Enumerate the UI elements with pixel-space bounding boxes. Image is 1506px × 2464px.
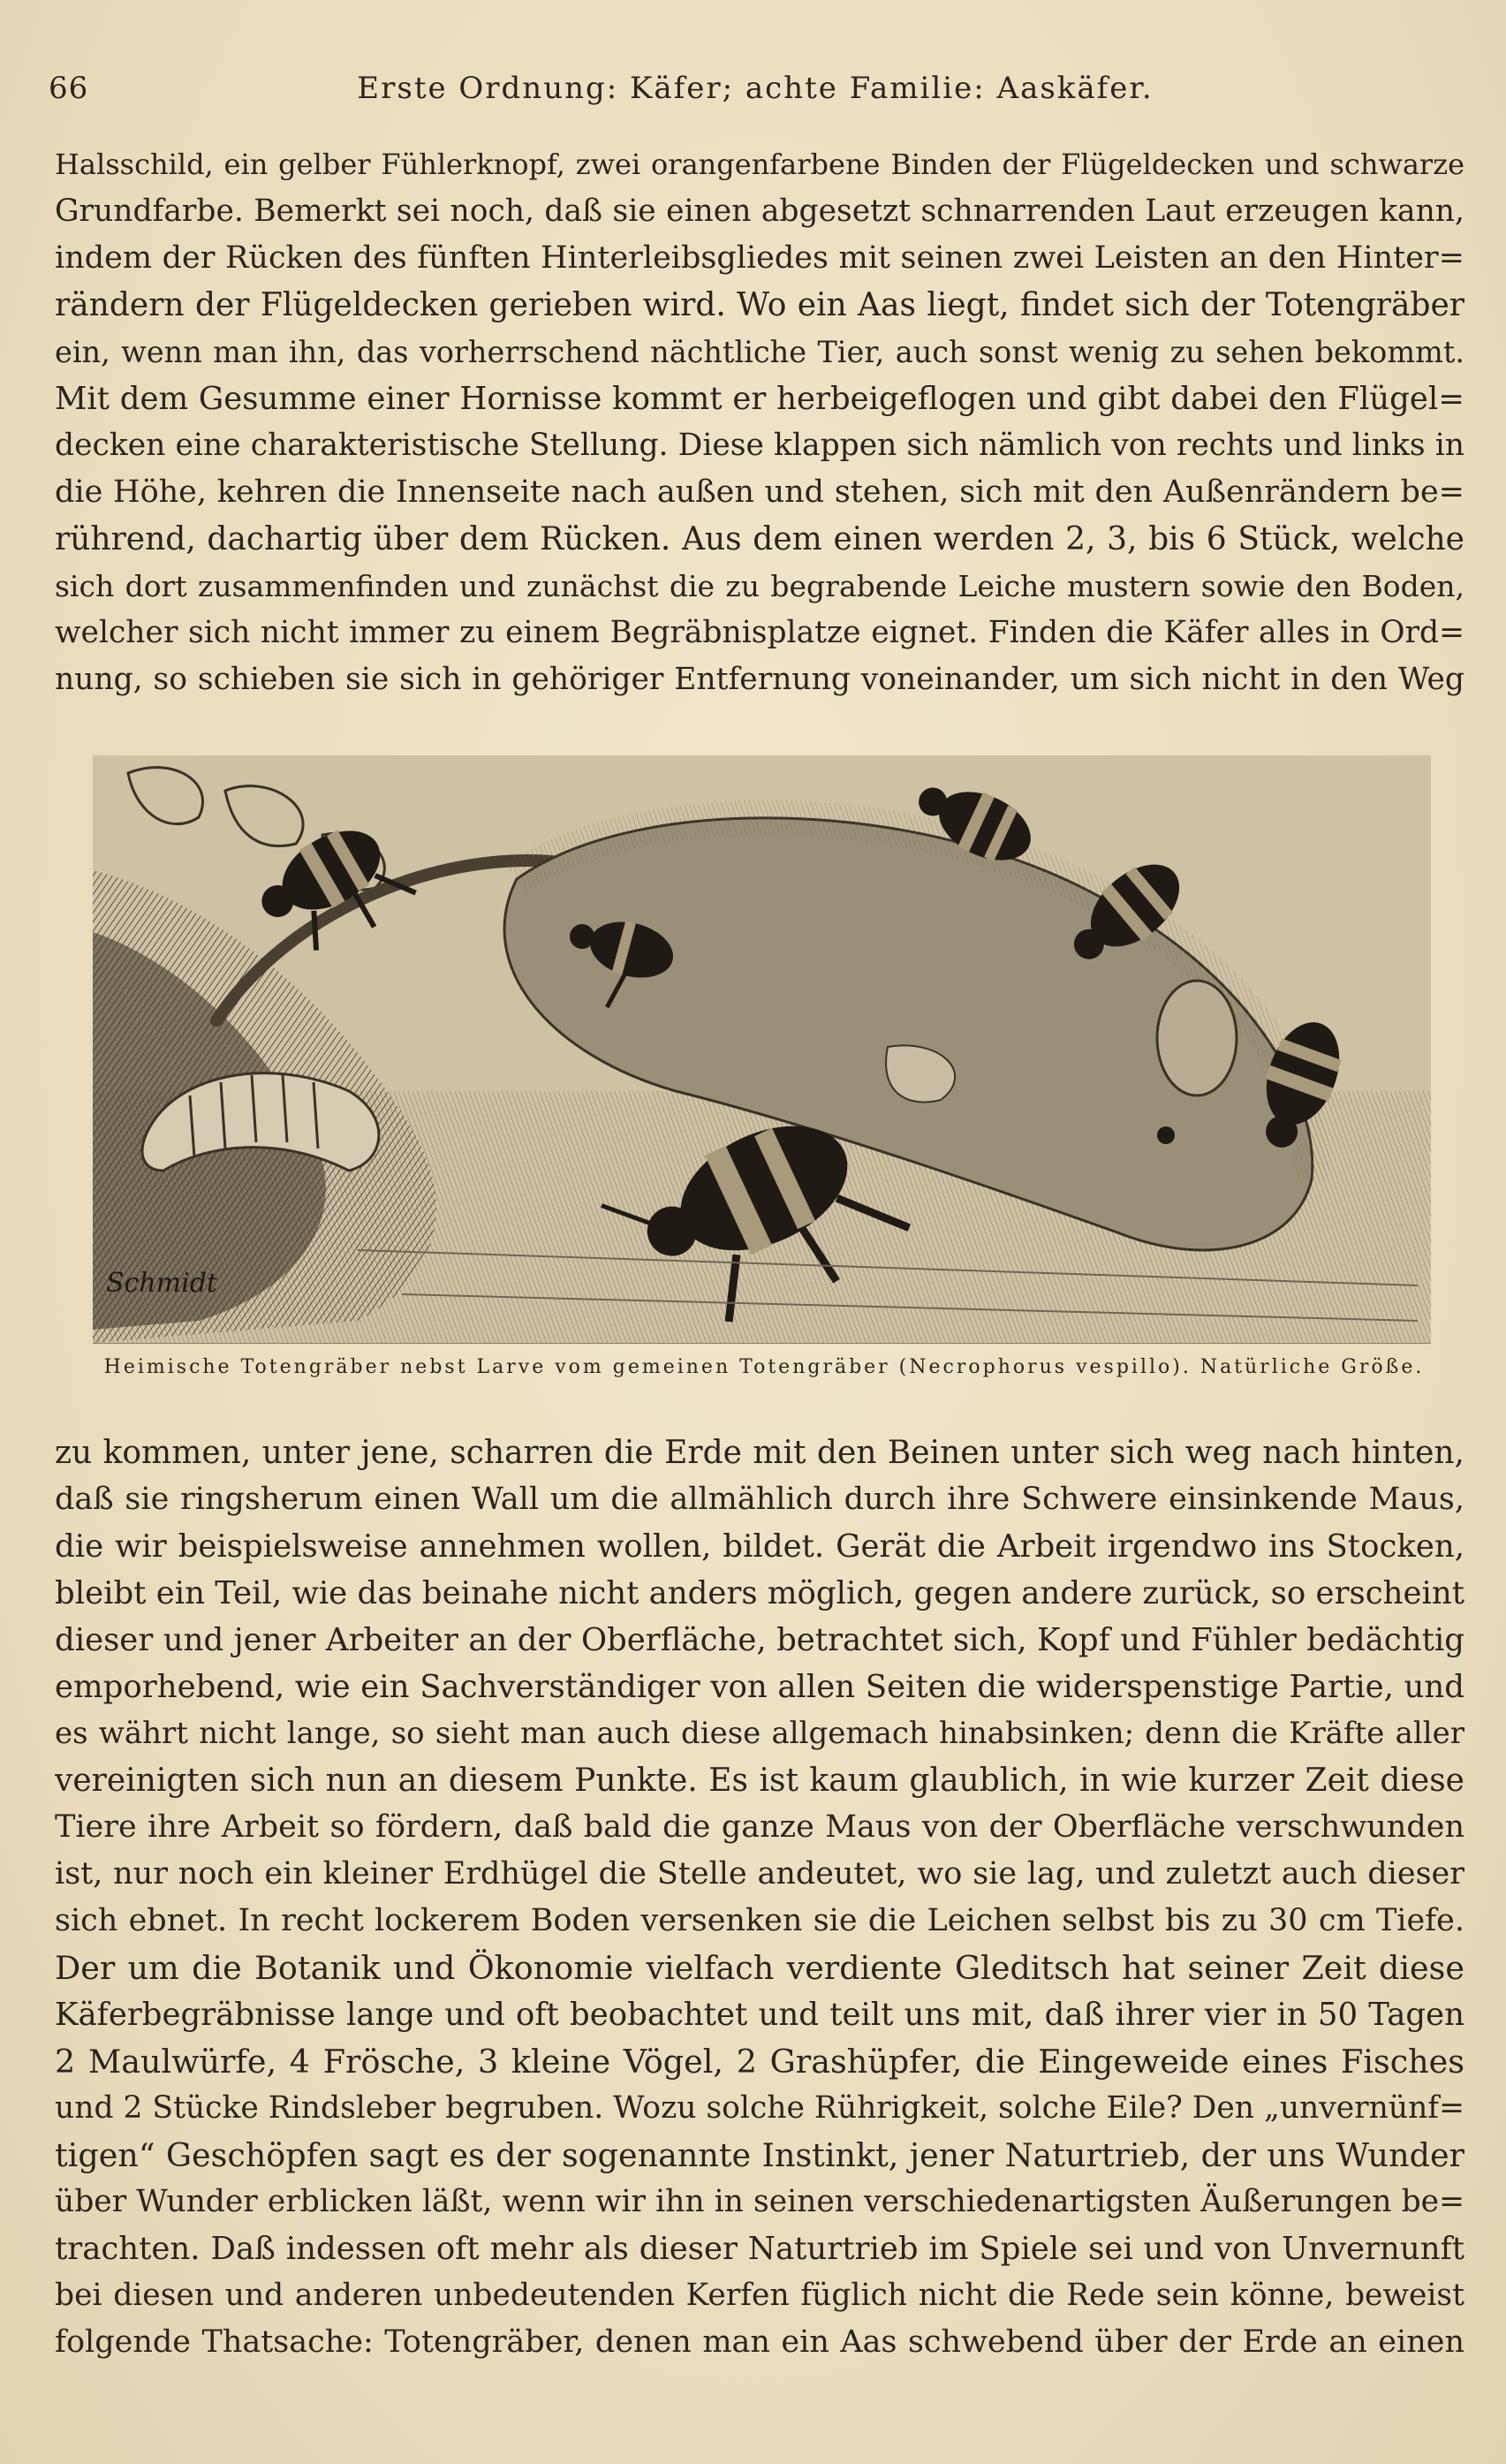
- page-number: 66: [49, 71, 89, 106]
- page-header: [49, 62, 1462, 115]
- running-head: Erste Ordnung: Käfer; achte Familie: Aaskäfer.: [357, 71, 1154, 106]
- text-line: über Wunder erblicken läßt, wenn wir ihn in seinen verschiedenartigsten Äußerungen be=: [55, 2184, 1464, 2219]
- text-line: rändern der Flügeldecken gerieben wird. Wo ein Aas liegt, findet sich der Totengräber: [55, 287, 1464, 323]
- mouse-eye: [1157, 1126, 1175, 1144]
- text-line: es währt nicht lange, so sieht man auch diese allgemach hinabsinken; denn die Kräfte aller: [55, 1716, 1464, 1751]
- text-line: Mit dem Gesumme einer Hornisse kommt er herbeigeflogen und gibt dabei den Flügel=: [55, 381, 1464, 417]
- text-line: welcher sich nicht immer zu einem Begräbnisplatze eignet. Finden die Käfer alles in Ord=: [55, 615, 1464, 650]
- text-line: Grundfarbe. Bemerkt sei noch, daß sie einen abgesetzt schnarrenden Laut erzeugen kann,: [55, 193, 1464, 229]
- text-line: sich dort zusammenfinden und zunächst die zu begrabende Leiche mustern sowie den Boden,: [55, 569, 1464, 603]
- text-line: emporhebend, wie ein Sachverständiger von allen Seiten die widerspenstige Partie, und: [55, 1669, 1464, 1705]
- text-line: die Höhe, kehren die Innenseite nach außen und stehen, sich mit den Außenrändern be=: [55, 474, 1464, 510]
- text-line: vereinigten sich nun an diesem Punkte. Es ist kaum glaublich, in wie kurzer Zeit diese: [55, 1763, 1464, 1799]
- text-line: sich ebnet. In recht lockerem Boden versenken sie die Leichen selbst bis zu 30 cm Tiefe.: [55, 1903, 1464, 1938]
- text-line: indem der Rücken des fünften Hinterleibsgliedes mit seinen zwei Leisten an den Hinter=: [55, 240, 1464, 276]
- text-line: zu kommen, unter jene, scharren die Erde mit den Beinen unter sich weg nach hinten,: [55, 1435, 1464, 1471]
- text-line: rührend, dachartig über dem Rücken. Aus dem einen werden 2, 3, bis 6 Stück, welche: [55, 521, 1464, 557]
- text-line: folgende Thatsache: Totengräber, denen man ein Aas schwebend über der Erde an einen: [55, 2324, 1464, 2360]
- illustration-burying-beetles: [93, 755, 1431, 1344]
- engraver-signature: Schmidt: [106, 1268, 217, 1299]
- text-line: 2 Maulwürfe, 4 Frösche, 3 kleine Vögel, 2 Grashüpfer, die Eingeweide eines Fisches: [55, 2043, 1464, 2081]
- text-line: decken eine charakteristische Stellung. Diese klappen sich nämlich von rechts und links in: [55, 428, 1464, 463]
- text-line: Käferbegräbnisse lange und oft beobachtet und teilt uns mit, daß ihrer vier in 50 Tagen: [55, 1997, 1464, 2033]
- text-line: trachten. Daß indessen oft mehr als dieser Naturtrieb im Spiele sei und von Unvernunft: [55, 2231, 1464, 2267]
- text-line: bleibt ein Teil, wie das beinahe nicht anders möglich, gegen andere zurück, so erscheint: [55, 1575, 1464, 1611]
- paragraph-top: [55, 141, 1464, 703]
- text-line: und 2 Stücke Rindsleber begruben. Wozu solche Rührigkeit, solche Eile? Den „unvernünf=: [55, 2090, 1464, 2126]
- text-line: die wir beispielsweise annehmen wollen, bildet. Gerät die Arbeit irgendwo ins Stocken,: [55, 1528, 1464, 1565]
- text-line: tigen“ Geschöpfen sagt es der sogenannte Instinkt, jener Naturtrieb, der uns Wunder: [55, 2136, 1464, 2174]
- paragraph-bottom: [55, 1429, 1464, 2366]
- text-line: ein, wenn man ihn, das vorherrschend nächtliche Tier, auch sonst wenig zu sehen bekommt.: [55, 335, 1464, 369]
- text-line: ist, nur noch ein kleiner Erdhügel die Stelle andeutet, wo sie lag, und zuletzt auch dieser: [55, 1856, 1464, 1892]
- text-line: nung, so schieben sie sich in gehöriger Entfernung voneinander, um sich nicht in den Weg: [55, 662, 1464, 697]
- text-line: Der um die Botanik und Ökonomie vielfach verdiente Gleditsch hat seiner Zeit diese: [55, 1949, 1464, 1987]
- text-line: bei diesen und anderen unbedeutenden Kerfen füglich nicht die Rede sein könne, beweist: [55, 2278, 1464, 2313]
- text-line: dieser und jener Arbeiter an der Oberfläche, betrachtet sich, Kopf und Fühler bedächtig: [55, 1622, 1464, 1658]
- engraving-illustration: [93, 755, 1431, 1343]
- figure-caption: Heimische Totengräber nebst Larve vom gemeinen Totengräber (Necrophorus vespillo). Natürliche Größe.: [103, 1356, 1425, 1378]
- text-line: Tiere ihre Arbeit so fördern, daß bald die ganze Maus von der Oberfläche verschwunden: [55, 1809, 1464, 1845]
- text-line: daß sie ringsherum einen Wall um die allmählich durch ihre Schwere einsinkende Maus,: [55, 1482, 1464, 1517]
- text-line: Halsschild, ein gelber Fühlerknopf, zwei orangenfarbene Binden der Flügeldecken und schwarze: [55, 148, 1464, 181]
- mouse-ear: [1157, 981, 1237, 1096]
